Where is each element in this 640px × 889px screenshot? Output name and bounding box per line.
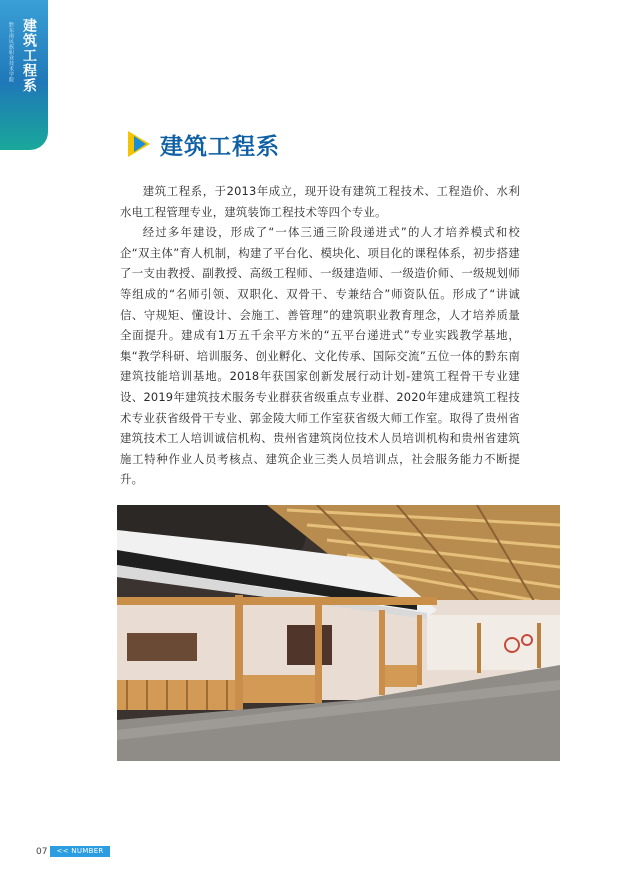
side-tab [0,0,48,150]
paragraph-main: 经过多年建设，形成了“一体三通三阶段递进式”的人才培养模式和校企“双主体”育人机制，构建了平台化、模块化、项目化的课程体系，初步搭建了一支由教授、副教授、高级工程师、一级建造师、一级造价师、一级规划师等组成的“名师引领、双职化、双骨干、专兼结合”师资队伍。形成了“讲诚信、守规矩、懂设计、会施工、善管理”的建筑职业教育理念，人才培养质量全面提升。建成有1万五千余平方米的“五平台递进式”专业实践教学基地，集“教学科研、培训服务、创业孵化、文化传承、国际交流”五位一体的黔东南建筑技能培训基地。2018年获国家创新发展行动计划-建筑工程骨干专业建设、2019年建筑技术服务专业群获省级重点专业群、2020年建成建筑工程技术专业获省级骨干专业、郭金陵大师工作室获省级大师工作室。取得了贵州省建筑技术工人培训诚信机构、贵州省建筑岗位技术人员培训机构和贵州省建筑施工特种作业人员考核点、建筑企业三类人员培训点，社会服务能力不断提升。 [120,225,520,487]
page-footer [36,846,110,857]
corridor-photo [117,505,560,761]
body-text [120,181,520,490]
page-number: 07 [36,846,48,857]
paragraph-intro: 建筑工程系，于2013年成立，现开设有建筑工程技术、工程造价、水利水电工程管理专业，建筑装饰工程技术等四个专业。 [120,184,520,219]
page-title: 建筑工程系 [160,132,280,160]
side-tab-subtitle: 黔东南民族职业技术学院 [8,22,14,83]
footer-label: << NUMBER [50,846,109,857]
section-heading [126,126,280,162]
side-tab-title: 建筑工程系 [21,18,37,93]
arrow-icon [126,129,154,159]
